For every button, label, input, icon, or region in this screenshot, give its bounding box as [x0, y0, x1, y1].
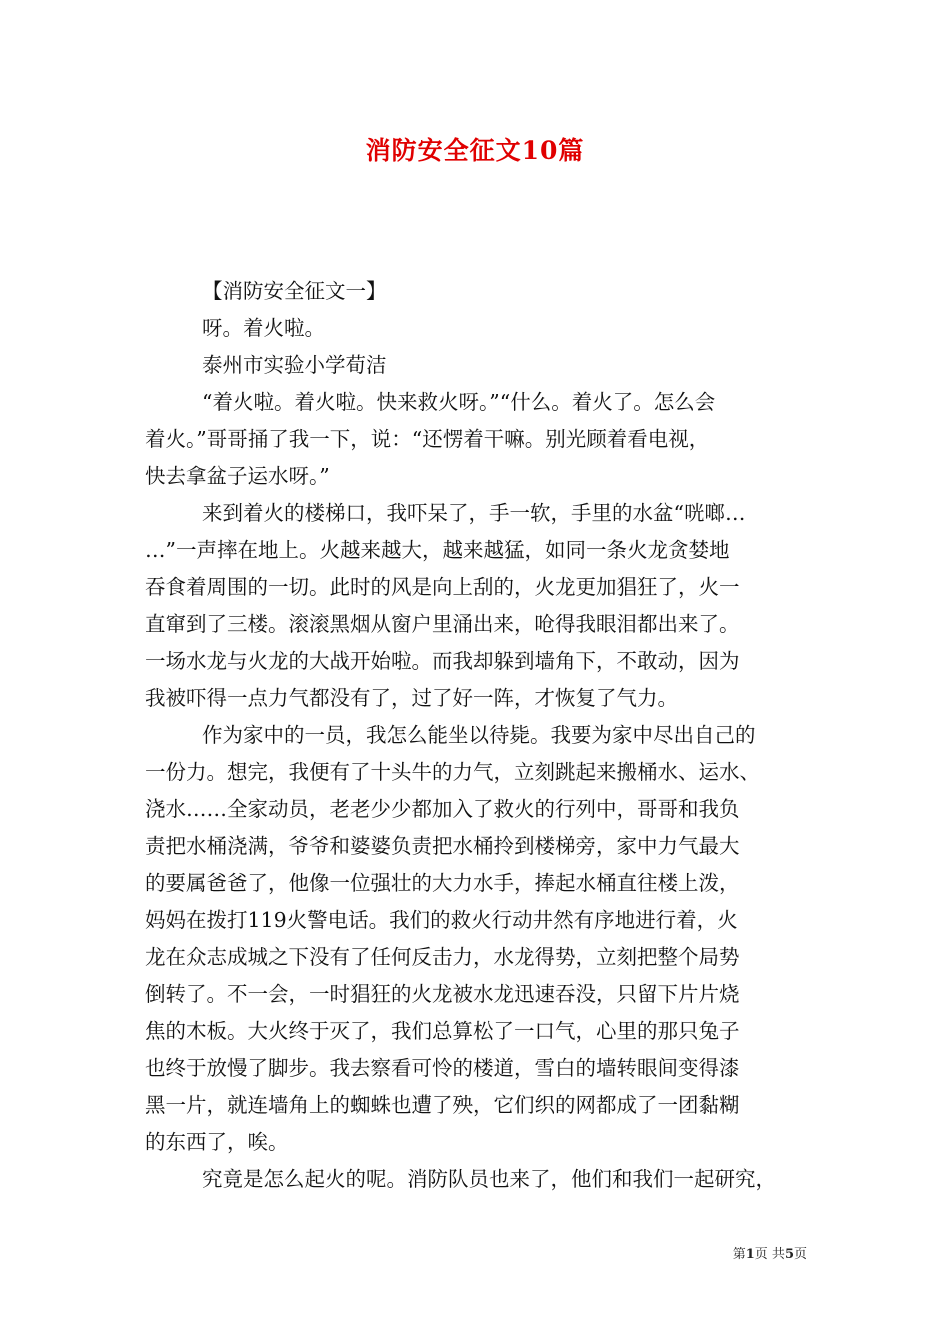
- text-line: 【消防安全征文一】: [202, 279, 387, 303]
- text-line: 浇水……全家动员，老老少少都加入了救火的行列中，哥哥和我负: [145, 797, 740, 821]
- text-line: 泰州市实验小学荀洁: [202, 353, 387, 377]
- text-line: 倒转了。不一会，一时猖狂的火龙被水龙迅速吞没，只留下片片烧: [145, 982, 740, 1006]
- text-line: 来到着火的楼梯口，我吓呆了，手一软，手里的水盆“咣啷…: [202, 501, 746, 525]
- text-line: 究竟是怎么起火的呢。消防队员也来了，他们和我们一起研究，: [202, 1167, 776, 1191]
- footer-current-page: 1: [745, 1247, 755, 1262]
- text-line: …”一声摔在地上。火越来越大，越来越猛，如同一条火龙贪婪地: [145, 538, 730, 562]
- footer-prefix: 第: [732, 1247, 746, 1262]
- text-line: 黑一片，就连墙角上的蜘蛛也遭了殃，它们织的网都成了一团黏糊: [145, 1093, 740, 1117]
- text-line: 作为家中的一员，我怎么能坐以待毙。我要为家中尽出自己的: [202, 723, 756, 747]
- text-line: 吞食着周围的一切。此时的风是向上刮的，火龙更加猖狂了，火一: [145, 575, 740, 599]
- text-line: 焦的木板。大火终于灭了，我们总算松了一口气，心里的那只兔子: [145, 1019, 740, 1043]
- document-body: [145, 273, 813, 1198]
- text-line: 着火。”哥哥捅了我一下，说：“还愣着干嘛。别光顾着看电视，: [145, 427, 710, 451]
- footer-total-pages: 5: [784, 1247, 794, 1262]
- text-line: “着火啦。着火啦。快来救火呀。”“什么。着火了。怎么会: [202, 390, 716, 414]
- text-line: 快去拿盆子运水呀。”: [145, 464, 330, 488]
- text-line: 的要属爸爸了，他像一位强壮的大力水手，捧起水桶直往楼上泼，: [145, 871, 740, 895]
- footer-suffix: 页: [793, 1247, 807, 1262]
- text-line: 呀。着火啦。: [202, 316, 325, 340]
- text-line: 一场水龙与火龙的大战开始啦。而我却躲到墙角下，不敢动，因为: [145, 649, 740, 673]
- text-line: 龙在众志成城之下没有了任何反击力，水龙得势，立刻把整个局势: [145, 945, 740, 969]
- text-line: 妈妈在拨打119火警电话。我们的救火行动井然有序地进行着，火: [145, 908, 738, 932]
- text-line: 我被吓得一点力气都没有了，过了好一阵，才恢复了气力。: [145, 686, 678, 710]
- footer-middle: 页 共: [754, 1247, 785, 1262]
- text-line: 责把水桶浇满，爷爷和婆婆负责把水桶拎到楼梯旁，家中力气最大: [145, 834, 740, 858]
- document-title: 消防安全征文10篇: [365, 136, 585, 165]
- text-line: 的东西了，唉。: [145, 1130, 289, 1154]
- text-line: 一份力。想完，我便有了十头牛的力气，立刻跳起来搬桶水、运水、: [145, 760, 760, 784]
- text-line: 也终于放慢了脚步。我去察看可怜的楼道，雪白的墙转眼间变得漆: [145, 1056, 740, 1080]
- page-footer: [650, 1246, 807, 1264]
- text-line: 直窜到了三楼。滚滚黑烟从窗户里涌出来，呛得我眼泪都出来了。: [145, 612, 740, 636]
